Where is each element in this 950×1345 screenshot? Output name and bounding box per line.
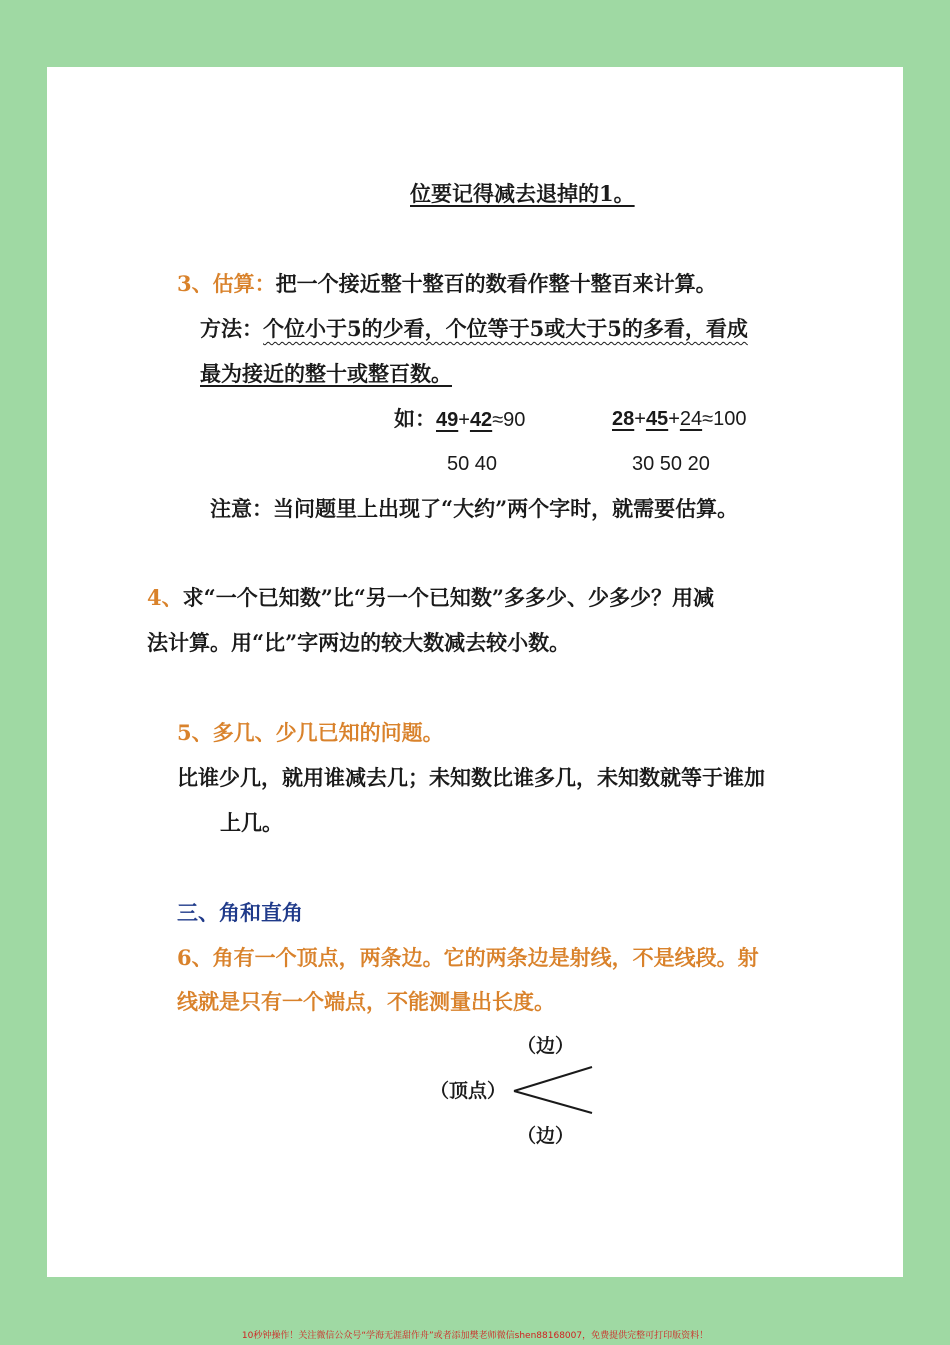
ex2-a: 28 [612, 408, 635, 430]
angle-vertex-label: （顶点） [430, 1080, 507, 1102]
method-label: 方法： [200, 316, 263, 341]
section-4-line-2: 法计算。用“比”字两边的较大数减去较小数。 [147, 630, 571, 655]
section-3-title: 3、估算： [177, 271, 276, 296]
ex2-approx: ≈100 [702, 408, 747, 430]
section-4-text: 求“一个已知数”比“另一个已知数”多多少、少多少？用减 [182, 585, 714, 610]
ex1-round: 50 40 [447, 453, 498, 475]
section-3-note: 注意：当问题里上出现了“大约”两个字时，就需要估算。 [210, 496, 739, 521]
section-5-line-2: 上几。 [220, 810, 283, 835]
ex2-op1: + [634, 408, 646, 430]
angle-edge-top-label: （边） [517, 1035, 575, 1057]
ex2-op2: + [668, 408, 680, 430]
angle-edge-bottom-label: （边） [517, 1125, 575, 1147]
section-5-title: 5、多几、少几已知的问题。 [177, 720, 444, 745]
angle-ray-bottom [514, 1091, 592, 1113]
document-page [47, 67, 903, 1277]
ex1-a: 49 [436, 409, 459, 431]
top-line: 位要记得减去退掉的1。 [410, 181, 635, 206]
section-5-line-1: 比谁少几，就用谁减去几；未知数比谁多几，未知数就等于谁加 [177, 765, 765, 790]
example-prefix: 如： [394, 406, 436, 431]
ex2-b: 45 [645, 408, 669, 430]
ex2-round: 30 50 20 [632, 453, 710, 475]
footer-notice: 10秒钟操作！关注微信公众号“学海无涯甜作舟”或者添加樊老师微信shen88168007，免费提供完整可打印版资料！ [241, 1331, 709, 1341]
ex1-b: 42 [469, 409, 493, 431]
angle-ray-top [514, 1067, 592, 1091]
section-6-line-2: 线就是只有一个端点，不能测量出长度。 [177, 989, 555, 1014]
ex2-c: 24 [679, 408, 703, 430]
ex1-approx: ≈90 [492, 409, 526, 431]
section-3-text: 把一个接近整十整百的数看作整十整百来计算。 [275, 271, 717, 296]
ex1-op: + [458, 409, 470, 431]
chapter-3-heading: 三、角和直角 [177, 900, 303, 925]
method-wavy-text: 个位小于5的少看，个位等于5或大于5的多看，看成 [263, 316, 748, 341]
method-line-2: 最为接近的整十或整百数。 [200, 361, 452, 386]
section-4-num: 4、 [147, 585, 183, 610]
section-6-line-1: 6、角有一个顶点，两条边。它的两条边是射线，不是线段。射 [177, 945, 759, 970]
angle-diagram [47, 67, 903, 1277]
